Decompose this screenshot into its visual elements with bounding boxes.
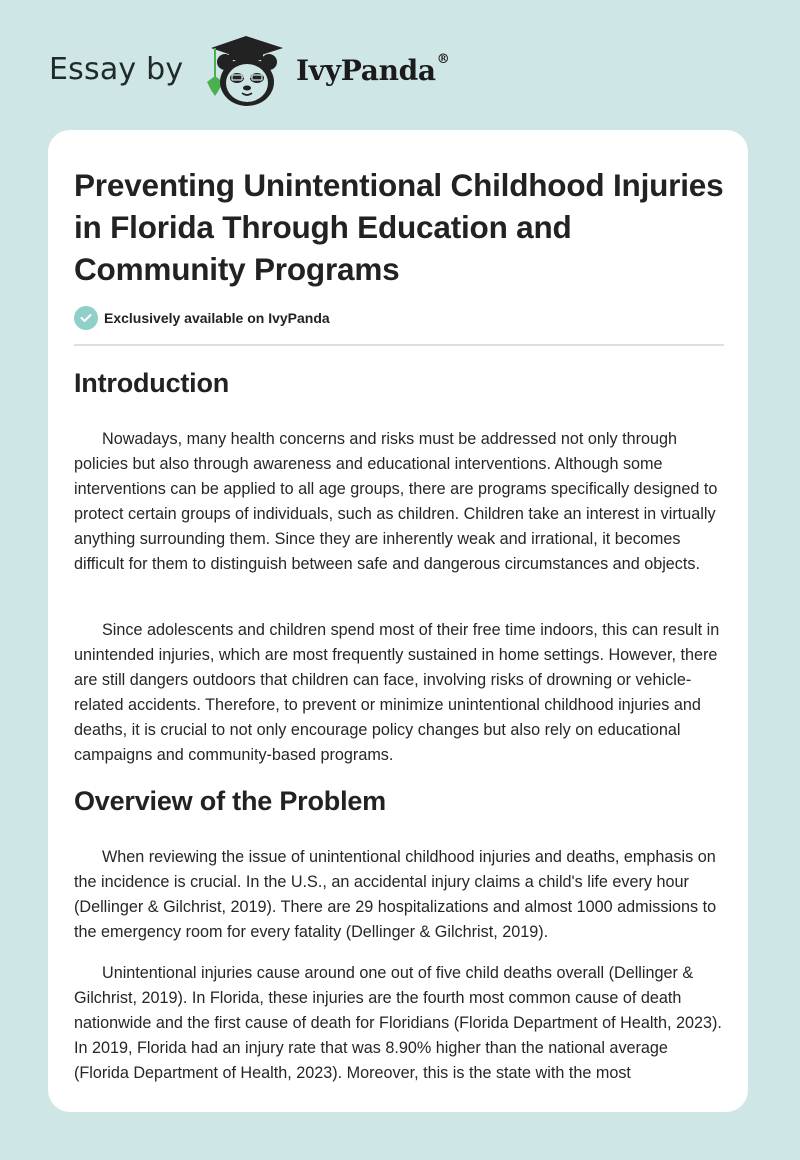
panda-graduate-icon[interactable]: [203, 36, 289, 108]
section-heading-overview: Overview of the Problem: [74, 786, 386, 816]
page-title: Preventing Unintentional Childhood Injuries in Florida Through Education and Community Programs: [74, 167, 724, 287]
brand-prefix: Essay by: [49, 52, 184, 87]
essay-card: [48, 130, 748, 1112]
brand-name[interactable]: [296, 54, 449, 87]
paragraph: When reviewing the issue of unintentional childhood injuries and deaths, emphasis on the incidence is crucial. In the U.S., an accidental injury claims a child's life every hour (Dellinger & Gilchrist, 2019). There are 29 hospitalizations and almost 1000 admissions to the emergency room for every fatality (Dellinger & Gilchrist, 2019).: [74, 848, 717, 941]
section-heading-introduction: Introduction: [74, 368, 230, 398]
site-header: [0, 0, 800, 130]
divider: [74, 344, 724, 346]
paragraph: Unintentional injuries cause around one out of five child deaths overall (Dellinger & Gilchrist, 2019). In Florida, these injuries are the fourth most common cause of death nationwide and the first cause of death for Floridians (Florida Department of Health, 2023). In 2019, Florida had an injury rate that was 8.90% higher than the national average (Florida Department of Health, 2023). Moreover, this is the state with the most: [74, 964, 722, 1082]
check-circle-icon: [74, 306, 98, 330]
exclusive-label: Exclusively available on IvyPanda: [104, 310, 330, 326]
registered-mark: ®: [436, 52, 450, 67]
exclusive-badge: [74, 306, 330, 330]
paragraph: Nowadays, many health concerns and risks must be addressed not only through policies but also through awareness and educational interventions. Although some interventions can be applied to all age groups, there are programs specifically designed to protect certain groups of individuals, such as children. Children take an interest in virtually anything surrounding them. Since they are inherently weak and irrational, it becomes difficult for them to distinguish between safe and dangerous circumstances and objects.: [74, 430, 718, 573]
brand-name-text: IvyPanda: [296, 54, 436, 87]
paragraph: Since adolescents and children spend most of their free time indoors, this can result in unintended injuries, which are most frequently sustained in home settings. However, there are still dangers outdoors that children can face, involving risks of drowning or vehicle-related accidents. Therefore, to prevent or minimize unintentional childhood injuries and deaths, it is crucial to not only encourage policy changes but also rely on educational campaigns and community-based programs.: [74, 621, 720, 764]
